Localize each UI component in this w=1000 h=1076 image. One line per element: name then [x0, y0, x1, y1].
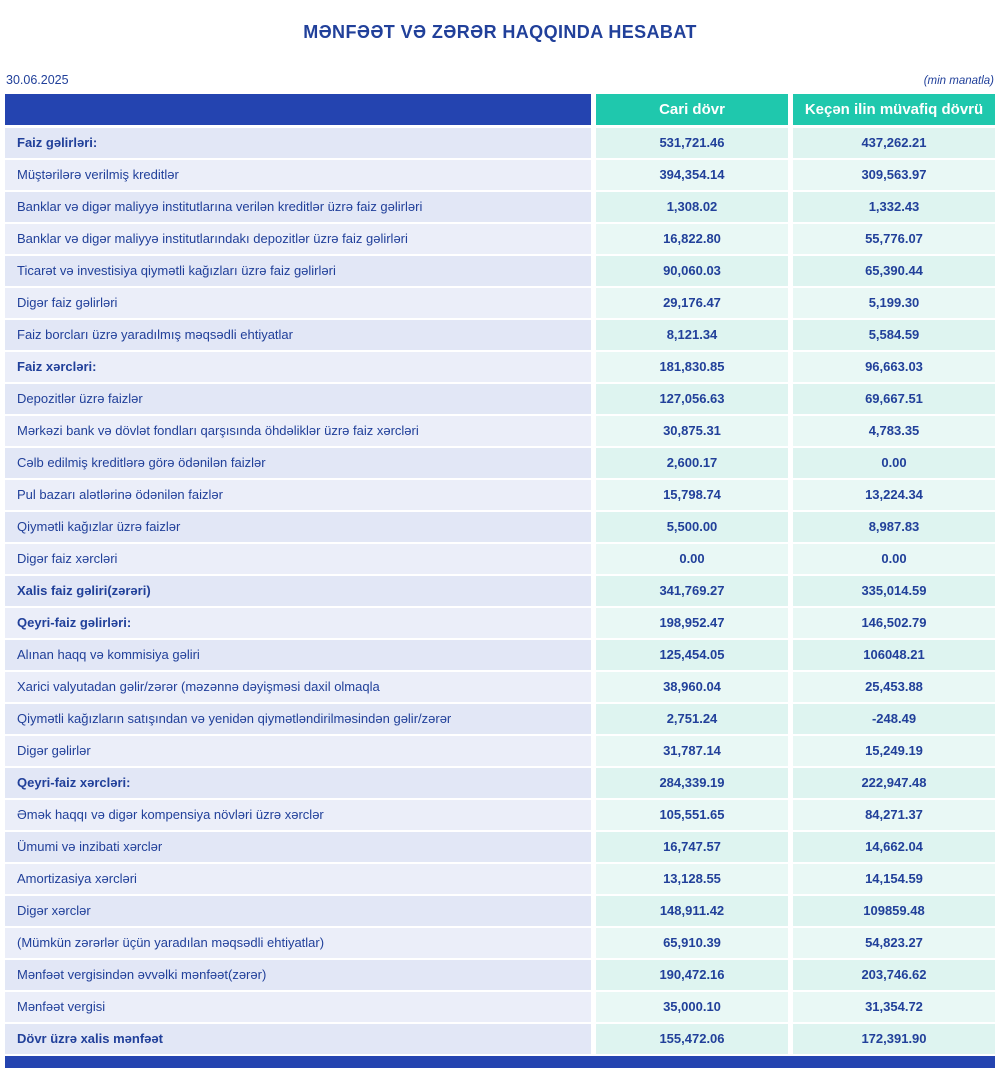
row-current-value: 5,500.00: [596, 512, 788, 542]
row-previous-value: 0.00: [793, 544, 995, 574]
row-current-value: 30,875.31: [596, 416, 788, 446]
row-label: Qeyri-faiz gəlirləri:: [5, 608, 591, 638]
table-row: [5, 384, 995, 414]
row-label: Mərkəzi bank və dövlət fondları qarşısında öhdəliklər üzrə faiz xərcləri: [5, 416, 591, 446]
row-previous-value: 437,262.21: [793, 128, 995, 158]
row-current-value: 198,952.47: [596, 608, 788, 638]
table-body: [5, 128, 995, 1054]
row-previous-value: 222,947.48: [793, 768, 995, 798]
table-row: [5, 1024, 995, 1054]
table-row: [5, 800, 995, 830]
row-previous-value: 14,662.04: [793, 832, 995, 862]
column-header-current: Cari dövr: [596, 94, 788, 125]
table-row: [5, 416, 995, 446]
row-current-value: 16,747.57: [596, 832, 788, 862]
row-label: (Mümkün zərərlər üçün yaradılan məqsədli ehtiyatlar): [5, 928, 591, 958]
table-row: [5, 768, 995, 798]
header-spacer: [5, 94, 591, 125]
row-previous-value: 25,453.88: [793, 672, 995, 702]
row-current-value: 16,822.80: [596, 224, 788, 254]
page-title: MƏNFƏƏT VƏ ZƏRƏR HAQQINDA HESABAT: [303, 22, 697, 42]
row-label: Xarici valyutadan gəlir/zərər (məzənnə dəyişməsi daxil olmaqla: [5, 672, 591, 702]
row-label: Qeyri-faiz xərcləri:: [5, 768, 591, 798]
row-current-value: 181,830.85: [596, 352, 788, 382]
row-current-value: 341,769.27: [596, 576, 788, 606]
row-label: Xalis faiz gəliri(zərəri): [5, 576, 591, 606]
table-row: [5, 992, 995, 1022]
table-row: [5, 128, 995, 158]
row-current-value: 29,176.47: [596, 288, 788, 318]
row-label: Faiz xərcləri:: [5, 352, 591, 382]
row-current-value: 284,339.19: [596, 768, 788, 798]
table-row: [5, 864, 995, 894]
row-label: Dövr üzrə xalis mənfəət: [5, 1024, 591, 1054]
row-current-value: 2,751.24: [596, 704, 788, 734]
table-header-row: [5, 94, 995, 125]
row-previous-value: 15,249.19: [793, 736, 995, 766]
row-current-value: 1,308.02: [596, 192, 788, 222]
table-row: [5, 832, 995, 862]
row-label: Digər xərclər: [5, 896, 591, 926]
row-previous-value: 5,199.30: [793, 288, 995, 318]
row-current-value: 35,000.10: [596, 992, 788, 1022]
row-previous-value: 31,354.72: [793, 992, 995, 1022]
row-label: Alınan haqq və kommisiya gəliri: [5, 640, 591, 670]
row-current-value: 8,121.34: [596, 320, 788, 350]
table-row: [5, 640, 995, 670]
row-label: Banklar və digər maliyyə institutlarına verilən kreditlər üzrə faiz gəlirləri: [5, 192, 591, 222]
table-row: [5, 192, 995, 222]
pnl-table: [5, 94, 995, 1068]
row-current-value: 531,721.46: [596, 128, 788, 158]
row-current-value: 148,911.42: [596, 896, 788, 926]
row-label: Amortizasiya xərcləri: [5, 864, 591, 894]
row-current-value: 38,960.04: [596, 672, 788, 702]
row-current-value: 105,551.65: [596, 800, 788, 830]
row-label: Digər faiz gəlirləri: [5, 288, 591, 318]
row-previous-value: 65,390.44: [793, 256, 995, 286]
table-row: [5, 352, 995, 382]
table-row: [5, 448, 995, 478]
row-label: Mənfəət vergisindən əvvəlki mənfəət(zərər): [5, 960, 591, 990]
row-previous-value: 69,667.51: [793, 384, 995, 414]
row-previous-value: 0.00: [793, 448, 995, 478]
row-label: Digər gəlirlər: [5, 736, 591, 766]
row-current-value: 2,600.17: [596, 448, 788, 478]
row-previous-value: 172,391.90: [793, 1024, 995, 1054]
row-previous-value: 5,584.59: [793, 320, 995, 350]
row-current-value: 190,472.16: [596, 960, 788, 990]
row-current-value: 394,354.14: [596, 160, 788, 190]
row-previous-value: 8,987.83: [793, 512, 995, 542]
row-current-value: 90,060.03: [596, 256, 788, 286]
table-footer-bar: [5, 1056, 995, 1068]
unit-note: (min manatla): [923, 75, 994, 87]
row-previous-value: 203,746.62: [793, 960, 995, 990]
row-label: Faiz borcları üzrə yaradılmış məqsədli ehtiyatlar: [5, 320, 591, 350]
row-previous-value: 14,154.59: [793, 864, 995, 894]
table-row: [5, 736, 995, 766]
row-label: Mənfəət vergisi: [5, 992, 591, 1022]
table-row: [5, 672, 995, 702]
row-label: Faiz gəlirləri:: [5, 128, 591, 158]
row-current-value: 15,798.74: [596, 480, 788, 510]
column-header-previous: Keçən ilin müvafiq dövrü: [793, 94, 995, 125]
row-previous-value: 1,332.43: [793, 192, 995, 222]
table-row: [5, 288, 995, 318]
row-current-value: 0.00: [596, 544, 788, 574]
table-row: [5, 160, 995, 190]
row-current-value: 13,128.55: [596, 864, 788, 894]
row-previous-value: 4,783.35: [793, 416, 995, 446]
row-label: Ümumi və inzibati xərclər: [5, 832, 591, 862]
row-previous-value: 109859.48: [793, 896, 995, 926]
table-row: [5, 320, 995, 350]
row-label: Cəlb edilmiş kreditlərə görə ödənilən faizlər: [5, 448, 591, 478]
row-label: Müştərilərə verilmiş kreditlər: [5, 160, 591, 190]
table-row: [5, 608, 995, 638]
table-row: [5, 896, 995, 926]
table-row: [5, 960, 995, 990]
report-date: 30.06.2025: [6, 73, 69, 87]
row-label: Qiymətli kağızlar üzrə faizlər: [5, 512, 591, 542]
row-label: Depozitlər üzrə faizlər: [5, 384, 591, 414]
row-current-value: 125,454.05: [596, 640, 788, 670]
table-row: [5, 704, 995, 734]
row-current-value: 65,910.39: [596, 928, 788, 958]
row-label: Qiymətli kağızların satışından və yenidən qiymətləndirilməsindən gəlir/zərər: [5, 704, 591, 734]
row-current-value: 127,056.63: [596, 384, 788, 414]
table-row: [5, 576, 995, 606]
table-row: [5, 512, 995, 542]
row-label: Pul bazarı alətlərinə ödənilən faizlər: [5, 480, 591, 510]
table-row: [5, 544, 995, 574]
row-current-value: 31,787.14: [596, 736, 788, 766]
row-label: Digər faiz xərcləri: [5, 544, 591, 574]
row-previous-value: 309,563.97: [793, 160, 995, 190]
row-previous-value: 55,776.07: [793, 224, 995, 254]
row-previous-value: 335,014.59: [793, 576, 995, 606]
row-previous-value: 84,271.37: [793, 800, 995, 830]
row-previous-value: 146,502.79: [793, 608, 995, 638]
row-previous-value: 106048.21: [793, 640, 995, 670]
row-previous-value: -248.49: [793, 704, 995, 734]
row-previous-value: 13,224.34: [793, 480, 995, 510]
table-row: [5, 256, 995, 286]
row-previous-value: 54,823.27: [793, 928, 995, 958]
report-meta: [0, 73, 1000, 87]
row-label: Banklar və digər maliyyə institutlarındakı depozitlər üzrə faiz gəlirləri: [5, 224, 591, 254]
row-previous-value: 96,663.03: [793, 352, 995, 382]
row-label: Ticarət və investisiya qiymətli kağızları üzrə faiz gəlirləri: [5, 256, 591, 286]
table-row: [5, 224, 995, 254]
row-label: Əmək haqqı və digər kompensiya növləri üzrə xərclər: [5, 800, 591, 830]
table-row: [5, 928, 995, 958]
table-row: [5, 480, 995, 510]
report-page: [0, 22, 1000, 1068]
row-current-value: 155,472.06: [596, 1024, 788, 1054]
